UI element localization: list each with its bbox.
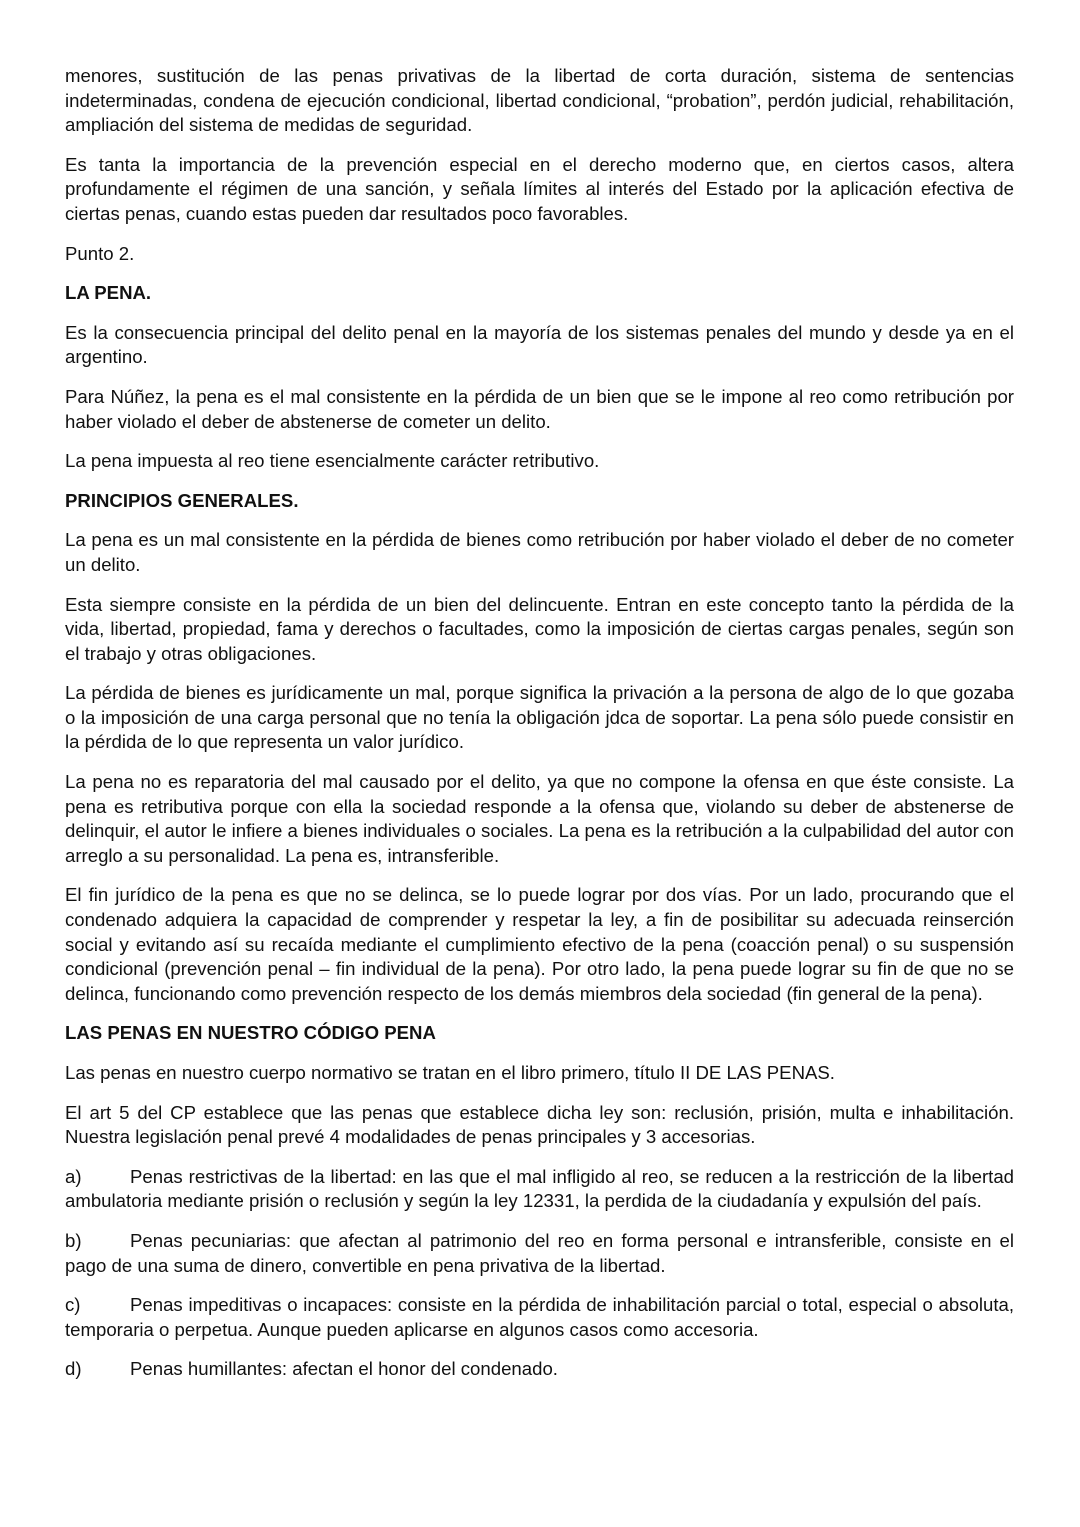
paragraph: Las penas en nuestro cuerpo normativo se tratan en el libro primero, título II DE LAS PENAS. <box>65 1062 835 1083</box>
list-item-text: Penas humillantes: afectan el honor del condenado. <box>130 1358 558 1380</box>
list-item <box>65 1229 1014 1278</box>
list-marker: d) <box>65 1358 82 1380</box>
list-item <box>65 1357 1014 1382</box>
list-item <box>65 1165 1014 1214</box>
paragraph: La pena es un mal consistente en la pérdida de bienes como retribución por haber violado el deber de no cometer un delito. <box>65 529 1014 575</box>
section-heading: LAS PENAS EN NUESTRO CÓDIGO PENA <box>65 1022 436 1044</box>
paragraph: El fin jurídico de la pena es que no se delinca, se lo puede lograr por dos vías. Por un lado, procurando que el condenado adquiera la capacidad de comprender y respetar la ley, a fin de posibilitar su adecuada reinserción social y evitando así su recaída mediante el cumplimiento efectivo de la pena (coacción penal) o su suspensión condicional (prevención penal – fin individual de la pena). Por otro lado, la pena puede lograr su fin de que no se delinca, funcionando como prevención respecto de los demás miembros dela sociedad (fin general de la pena). <box>65 884 1014 1004</box>
list-marker: a) <box>65 1165 82 1187</box>
paragraph: Esta siempre consiste en la pérdida de un bien del delincuente. Entran en este concepto tanto la pérdida de la vida, libertad, propiedad, fama y derechos o facultades, como la imposición de ciertas cargas penales, según son el trabajo y otras obligaciones. <box>65 593 1014 664</box>
document-page <box>65 64 1014 1397</box>
paragraph: El art 5 del CP establece que las penas que establece dicha ley son: reclusión, prisión, multa e inhabilitación. Nuestra legislación penal prevé 4 modalidades de penas principales y 3 accesorias. <box>65 1101 1014 1148</box>
section-label: Punto 2. <box>65 242 135 264</box>
paragraph: Es la consecuencia principal del delito penal en la mayoría de los sistemas penales del mundo y desde ya en el argentino. <box>65 321 1014 368</box>
list-marker: c) <box>65 1294 81 1316</box>
paragraph: Para Núñez, la pena es el mal consistente en la pérdida de un bien que se le impone al reo como retribución por haber violado el deber de abstenerse de cometer un delito. <box>65 385 1014 432</box>
list-marker: b) <box>65 1229 82 1251</box>
paragraph: La pérdida de bienes es jurídicamente un mal, porque significa la privación a la persona de algo de lo que gozaba o la imposición de una carga personal que no tenía la obligación jdca de soportar. La pena sólo puede consistir en la pérdida de lo que representa un valor jurídico. <box>65 682 1014 753</box>
list-item-text: Penas impeditivas o incapaces: consiste en la pérdida de inhabilitación parcial o total, especial o absoluta, temporaria o perpetua. Aunque pueden aplicarse en algunos casos como accesoria. <box>65 1294 1014 1340</box>
section-heading: PRINCIPIOS GENERALES. <box>65 489 299 511</box>
list-item-text: Penas restrictivas de la libertad: en las que el mal infligido al reo, se reducen a la restricción de la libertad ambulatoria mediante prisión o reclusión y según la ley 12331, la perdida de la ciudadanía y expulsión del país. <box>65 1165 1014 1212</box>
paragraph: La pena no es reparatoria del mal causado por el delito, ya que no compone la ofensa en que éste consiste. La pena es retributiva porque con ella la sociedad responde a la ofensa que, violando su deber de abstenerse de delinquir, el autor le infiere a bienes individuales o sociales. La pena es la retribución a la culpabilidad del autor con arreglo a su personalidad. La pena es, intransferible. <box>65 771 1014 866</box>
section-heading: LA PENA. <box>65 282 152 304</box>
paragraph: menores, sustitución de las penas privativas de la libertad de corta duración, sistema de sentencias indeterminadas, condena de ejecución condicional, libertad condicional, “probation”, perdón judicial, rehabilitación, ampliación del sistema de medidas de seguridad. <box>65 65 1014 136</box>
paragraph: La pena impuesta al reo tiene esencialmente carácter retributivo. <box>65 450 600 472</box>
paragraph: Es tanta la importancia de la prevención especial en el derecho moderno que, en ciertos casos, altera profundamente el régimen de una sanción, y señala límites al interés del Estado por la aplicación efectiva de ciertas penas, cuando estas pueden dar resultados poco favorables. <box>65 153 1014 224</box>
list-item <box>65 1293 1014 1342</box>
list-item-text: Penas pecuniarias: que afectan al patrimonio del reo en forma personal e intransferible, consiste en el pago de una suma de dinero, convertible en pena privativa de la libertad. <box>65 1229 1014 1276</box>
